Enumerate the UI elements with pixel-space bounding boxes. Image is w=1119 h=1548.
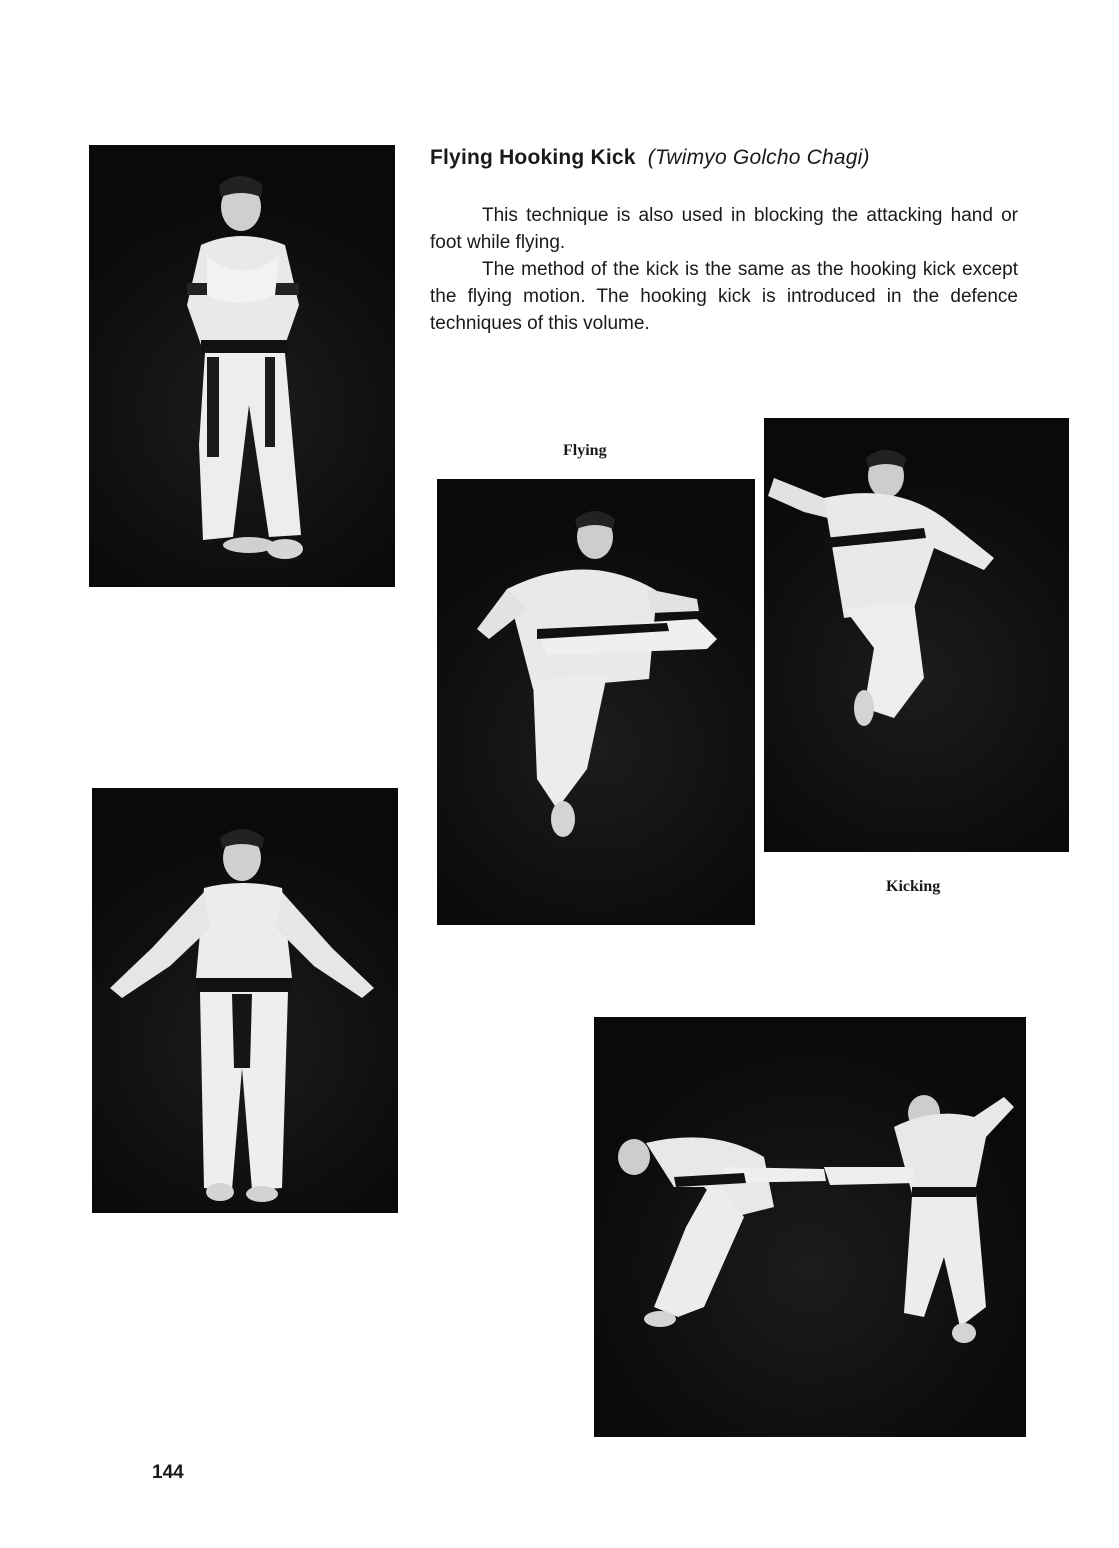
caption-kicking: Kicking <box>886 878 941 895</box>
title-romanized: (Twimyo Golcho Chagi) <box>647 146 870 169</box>
photo-open-stance <box>92 788 398 1213</box>
photo-ready-stance <box>89 145 395 587</box>
sparring-figures <box>594 1017 1026 1437</box>
photo-sparring <box>594 1017 1026 1437</box>
paragraph: The method of the kick is the same as the hooking kick except the flying motion. The hooking kick is introduced in the defence techniques of this volume. <box>430 259 1018 334</box>
title-main: Flying Hooking Kick <box>430 146 636 169</box>
kicking-figure <box>764 418 1069 852</box>
paragraph: This technique is also used in blocking the attacking hand or foot while flying. <box>430 205 1018 253</box>
section-title <box>430 146 1050 170</box>
photo-flying <box>437 479 755 925</box>
photo-kicking <box>764 418 1069 852</box>
page-number: 144 <box>152 1462 184 1483</box>
ready-stance-figure <box>89 145 395 587</box>
caption-flying: Flying <box>563 442 607 459</box>
open-stance-figure <box>92 788 398 1213</box>
flying-figure <box>437 479 755 925</box>
body-text <box>430 202 1018 337</box>
